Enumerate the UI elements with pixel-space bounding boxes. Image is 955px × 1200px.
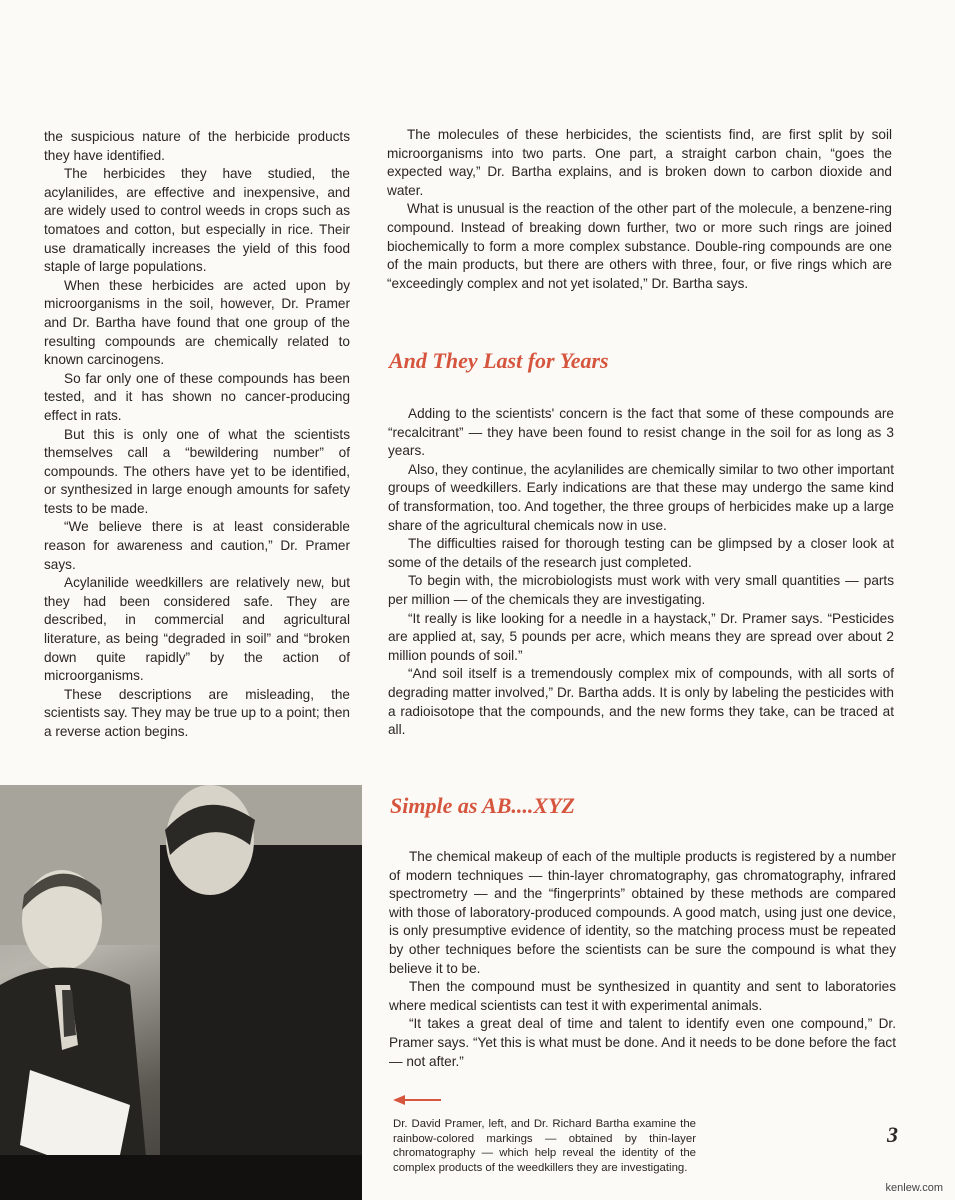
paragraph: The molecules of these herbicides, the scientists find, are first split by soil microorganisms into two parts. One part, a straight carbon chain, “goes the expected way,” Dr. Bartha explains, and is broken down to carbon dioxide and water. — [387, 127, 892, 198]
paragraph: But this is only one of what the scientists themselves call a “bewildering number” of compounds. The others have yet to be identified, or synthesized in large enough amounts for safety tests to be made. — [44, 426, 350, 516]
paragraph: The herbicides they have studied, the acylanilides, are effective and inexpensive, and are widely used to control weeds in crops such as tomatoes and cotton, but especially in rice. Their use dramatically increases the yield of this food staple of large populations. — [44, 166, 350, 275]
paragraph: These descriptions are misleading, the scientists say. They may be true up to a point; then a reverse action begins. — [44, 686, 350, 739]
paragraph: So far only one of these compounds has been tested, and it has shown no cancer-producing effect in rats. — [44, 370, 350, 423]
page-number: 3 — [887, 1122, 898, 1147]
photo-illustration — [0, 785, 362, 1200]
paragraph: Also, they continue, the acylanilides are chemically similar to two other important groups of weedkillers. Early indications are that these may undergo the same kind of transformation, too. And together, the three groups of herbicides make up a large share of the agricultural chemicals now in use. — [388, 461, 894, 533]
paragraph: When these herbicides are acted upon by microorganisms in the soil, however, Dr. Pramer and Dr. Bartha have found that one group of the resulting compounds are chemically related to known carcinogens. — [44, 277, 350, 368]
paragraph: Then the compound must be synthesized in quantity and sent to laboratories where medical scientists can test it with experimental animals. — [389, 979, 896, 1013]
watermark: kenlew.com — [885, 1182, 943, 1194]
paragraph: the suspicious nature of the herbicide products they have identified. — [44, 129, 350, 163]
left-column — [44, 128, 350, 742]
paragraph: To begin with, the microbiologists must work with very small quantities — parts per million — of the chemicals they are investigating. — [388, 573, 894, 607]
paragraph: Acylanilide weedkillers are relatively new, but they had been considered safe. They are described, in commercial and agricultural literature, as being “degraded in soil” and “broken down quite rapidly” by the action of microorganisms. — [44, 575, 350, 684]
paragraph: “And soil itself is a tremendously complex mix of compounds, with all sorts of degrading matter involved,” Dr. Bartha adds. It is only by labeling the pesticides with a radioisotope that the compounds, and the new forms they take, can be traced at all. — [388, 666, 894, 738]
paragraph: “It takes a great deal of time and talent to identify even one compound,” Dr. Pramer says. “Yet this is what must be done. And it needs to be done before the fact — not after.” — [389, 1016, 896, 1069]
paragraph: The chemical makeup of each of the multiple products is registered by a number of modern techniques — thin-layer chromatography, gas chromatography, infrared spectrometry — and the “fingerprints” obtained by these methods are compared with those of laboratory-produced compounds. A good match, using just one device, is only presumptive evidence of identity, so the matching process must be repeated by other techniques before the scientists can be sure the compound is what they believe it to be. — [389, 849, 896, 976]
section-heading-simple: Simple as AB....XYZ — [390, 793, 575, 818]
paragraph: The difficulties raised for thorough testing can be glimpsed by a closer look at some of the details of the research just completed. — [388, 536, 894, 570]
section-heading-years: And They Last for Years — [389, 348, 609, 373]
scientists-photo — [0, 785, 362, 1200]
section-body-simple — [389, 848, 896, 1071]
paragraph: “It really is like looking for a needle in a haystack,” Dr. Pramer says. “Pesticides are applied at, say, 5 pounds per acre, which means they are spread over about 2 million pounds of soil.” — [388, 610, 894, 663]
section-body-years — [388, 405, 894, 740]
arrow-left-icon — [393, 1093, 443, 1107]
paragraph: “We believe there is at least considerable reason for awareness and caution,” Dr. Pramer says. — [44, 519, 350, 572]
paragraph: What is unusual is the reaction of the other part of the molecule, a benzene-ring compound. Instead of breaking down further, two or more such rings are joined biochemically to form a more complex substance. Double-ring compounds are one of the main products, but there are others with three, four, or five rings which are “exceedingly complex and not yet isolated,” Dr. Bartha says. — [387, 201, 892, 291]
right-column-intro — [387, 126, 892, 293]
paragraph: Adding to the scientists' concern is the fact that some of these compounds are “recalcitrant” — they have been found to resist change in the soil for as long as 3 years. — [388, 406, 894, 459]
photo-caption: Dr. David Pramer, left, and Dr. Richard Bartha examine the rainbow-colored markings — obtained by thin-layer chromatography — which help reveal the identity of the complex products of the weedkillers they are investigating. — [393, 1118, 696, 1174]
